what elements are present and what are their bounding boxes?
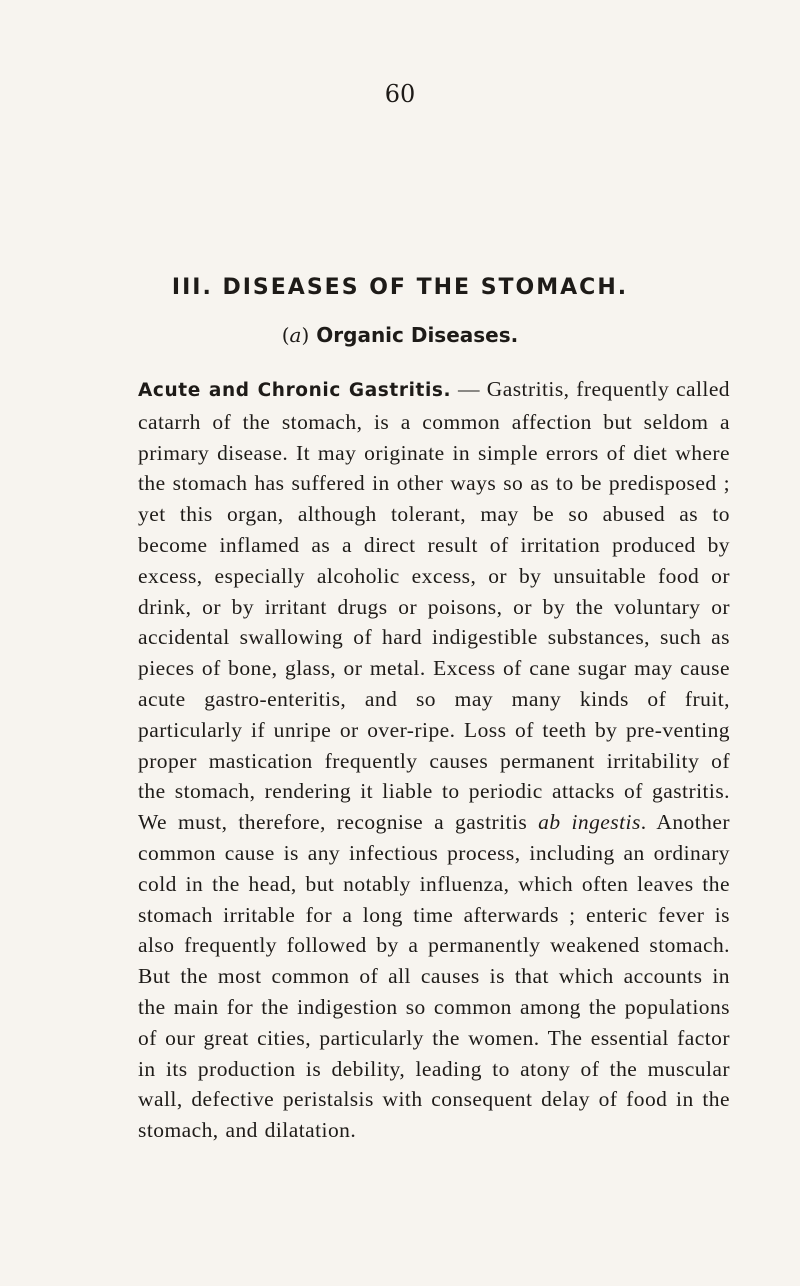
chapter-heading: III. DISEASES OF THE STOMACH. — [171, 275, 629, 300]
paragraph-text-part-2: . Another common cause is any infectious process, including an ordinary cold in the head, but notably influenza, which often leaves the stomach irritable for a long time afterwards ; enteric fever is also frequently followed by a permanently weakened stomach. But the most common of all causes is that which accounts in the main for the indigestion so common among the populations of our great cities, particularly the women. The essential factor in its production is debility, leading to atony of the muscular wall, defective peristalsis with consequent delay of food in the stomach, and dilatation. — [138, 810, 730, 1143]
paragraph-text-part-1: Gastritis, frequently called catarrh of the stomach, is a common affection but seldom a primary disease. It may originate in simple errors of diet where the stomach has suffered in other ways so as to be predisposed ; yet this organ, although tolerant, may be so abused as to become inflamed as a direct result of irritation produced by excess, especially alcoholic excess, or by unsuitable food or drink, or by irritant drugs or poisons, or by the voluntary or accidental swallowing of hard indigestible substances, such as pieces of bone, glass, or metal. Excess of cane sugar may cause acute gastro-enteritis, and so may many kinds of fruit, particularly if unripe or over-ripe. Loss of teeth by pre-venting proper mastication frequently causes permanent irritability of the stomach, rendering it liable to periodic attacks of gastritis. We must, therefore, recognise a gastritis — [138, 377, 731, 835]
body-paragraph — [138, 374, 730, 1146]
run-in-heading: Acute and Chronic Gastritis. — [138, 380, 452, 401]
section-title: Organic Diseases. — [309, 323, 519, 347]
em-dash: — — [451, 377, 487, 401]
page-number: 60 — [384, 80, 416, 108]
section-marker — [282, 323, 310, 347]
section-open-paren: ( — [281, 323, 290, 347]
section-close-paren: ) — [301, 323, 310, 347]
section-heading — [0, 323, 800, 347]
section-letter: a — [289, 323, 302, 347]
latin-phrase: ab ingestis — [538, 810, 641, 835]
